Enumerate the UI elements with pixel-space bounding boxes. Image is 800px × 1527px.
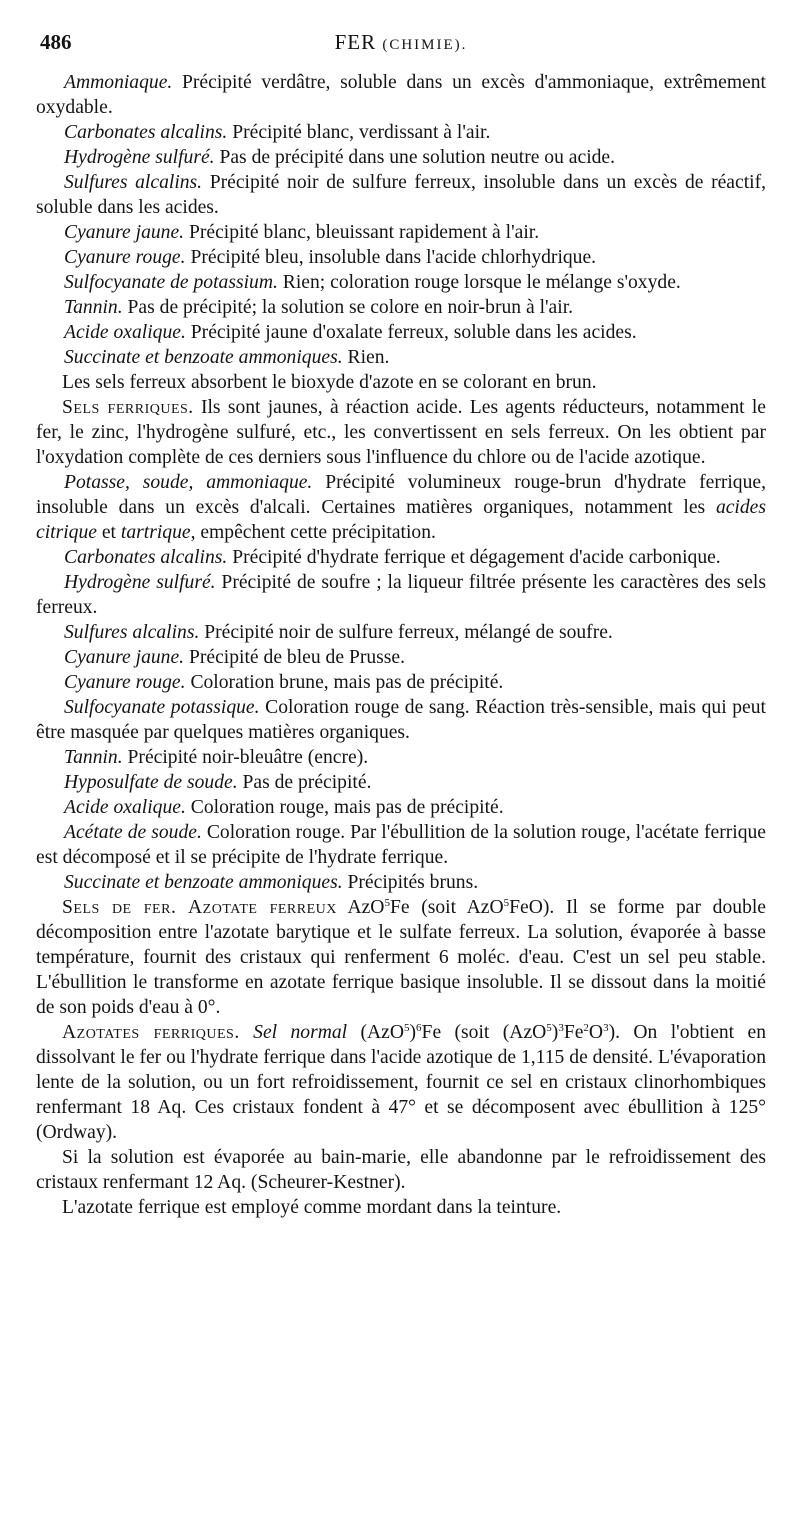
running-header bbox=[36, 30, 766, 70]
reagent-name: Cyanure rouge. bbox=[64, 247, 186, 268]
paragraph: Sulfures alcalins. Précipité noir de sulfure ferreux, insoluble dans un excès de réactif, soluble dans les acides. bbox=[36, 172, 767, 218]
reagent-name: Sulfocyanate potassique. bbox=[64, 697, 260, 718]
reagent-name: Cyanure jaune. bbox=[64, 647, 185, 668]
paragraph: Ammoniaque. Précipité verdâtre, soluble dans un excès d'ammoniaque, extrêmement oxydable. bbox=[36, 72, 766, 118]
paragraph: Si la solution est évaporée au bain-marie, elle abandonne par le refroidissement des cristaux renfermant 12 Aq. (Scheurer-Kestner). bbox=[36, 1147, 766, 1193]
paragraph: Cyanure jaune. Précipité blanc, bleuissant rapidement à l'air. bbox=[64, 222, 540, 243]
paragraph: Succinate et benzoate ammoniques. Précipités bruns. bbox=[64, 872, 479, 893]
reagent-name: Hydrogène sulfuré. bbox=[64, 572, 216, 593]
paragraph: Sels ferriques. Ils sont jaunes, à réaction acide. Les agents réducteurs, notamment le fer, le zinc, l'hydrogène sulfuré, etc., les convertissent en sels ferreux. On les obtient par l'oxydation complète de ces derniers sous l'influence du chlore ou de l'acide azotique. bbox=[36, 397, 766, 468]
reagent-name: Sulfocyanate de potassium. bbox=[64, 272, 278, 293]
reagent-name: Acétate de soude. bbox=[64, 822, 202, 843]
reagent-name: Hyposulfate de soude. bbox=[64, 772, 238, 793]
paragraph: Potasse, soude, ammoniaque. Précipité volumineux rouge-brun d'hydrate ferrique, insoluble dans un excès d'alcali. Certaines matières organiques, notamment les acides citrique et tartrique, empêchent cette précipitation. bbox=[36, 472, 766, 543]
paragraph: Cyanure rouge. Coloration brune, mais pas de précipité. bbox=[64, 672, 504, 693]
page bbox=[36, 30, 766, 1220]
reagent-name: Ammoniaque. bbox=[64, 72, 173, 93]
paragraph: Cyanure rouge. Précipité bleu, insoluble dans l'acide chlorhydrique. bbox=[64, 247, 597, 268]
paragraph: Sulfocyanate potassique. Coloration rouge de sang. Réaction très-sensible, mais qui peut être masquée par quelques matières organiques. bbox=[36, 697, 766, 743]
reagent-name: Acide oxalique. bbox=[64, 322, 186, 343]
reagent-name: Cyanure rouge. bbox=[64, 672, 186, 693]
section-heading: Sels de fer. bbox=[62, 897, 177, 918]
paragraph: Tannin. Pas de précipité; la solution se colore en noir-brun à l'air. bbox=[64, 297, 574, 318]
paragraph: Carbonates alcalins. Précipité d'hydrate ferrique et dégagement d'acide carbonique. bbox=[64, 547, 721, 568]
paragraph: Hydrogène sulfuré. Pas de précipité dans une solution neutre ou acide. bbox=[64, 147, 616, 168]
paragraph: Sulfures alcalins. Précipité noir de sulfure ferreux, mélangé de soufre. bbox=[64, 622, 613, 643]
section-heading: Azotates ferriques. bbox=[62, 1022, 240, 1043]
page-number: 486 bbox=[40, 30, 72, 54]
paragraph: Carbonates alcalins. Précipité blanc, verdissant à l'air. bbox=[64, 122, 491, 143]
subsection-heading: Azotate ferreux bbox=[188, 897, 337, 918]
paragraph: Cyanure jaune. Précipité de bleu de Prusse. bbox=[64, 647, 406, 668]
paragraph: Sulfocyanate de potassium. Rien; coloration rouge lorsque le mélange s'oxyde. bbox=[64, 272, 681, 293]
paragraph: Tannin. Précipité noir-bleuâtre (encre). bbox=[64, 747, 369, 768]
paragraph: Hyposulfate de soude. Pas de précipité. bbox=[64, 772, 372, 793]
reagent-name: Succinate et benzoate ammoniques. bbox=[64, 347, 343, 368]
reagent-name: Succinate et benzoate ammoniques. bbox=[64, 872, 343, 893]
section-heading: Sels ferriques. bbox=[62, 397, 194, 418]
reagent-name: Carbonates alcalins. bbox=[64, 122, 228, 143]
paragraph: Les sels ferreux absorbent le bioxyde d'azote en se colorant en brun. bbox=[62, 372, 597, 393]
paragraph: Succinate et benzoate ammoniques. Rien. bbox=[64, 347, 390, 368]
reagent-name: Tannin. bbox=[64, 297, 123, 318]
paragraph: Hydrogène sulfuré. Précipité de soufre ; la liqueur filtrée présente les caractères des sels ferreux. bbox=[36, 572, 766, 618]
paragraph: Acide oxalique. Précipité jaune d'oxalate ferreux, soluble dans les acides. bbox=[64, 322, 637, 343]
paragraph: Azotates ferriques. Sel normal $(AzO^5)^6Fe$ (soit $(AzO^5)^3Fe^2O^3$). On l'obtient en dissolvant le fer ou l'hydrate ferrique dans l'acide azotique de 1,115 de densité. L'évaporation lente de la solution, ou un fort refroidissement, fournit ce sel en cristaux clinorhombiques renfermant 18 Aq. Ces cristaux fondent à 47° et se décomposent avec ébullition à 125° (Ordway). bbox=[36, 1022, 767, 1143]
reagent-name: Tannin. bbox=[64, 747, 123, 768]
reagent-name: Potasse, soude, ammoniaque. bbox=[64, 472, 313, 493]
reagent-name: Carbonates alcalins. bbox=[64, 547, 228, 568]
reagent-name: Sulfures alcalins. bbox=[64, 172, 203, 193]
paragraph: L'azotate ferrique est employé comme mordant dans la teinture. bbox=[62, 1197, 562, 1218]
reagent-name: Cyanure jaune. bbox=[64, 222, 185, 243]
reagent-name: Acide oxalique. bbox=[64, 797, 186, 818]
reagent-name: Hydrogène sulfuré. bbox=[64, 147, 215, 168]
running-title-main: FER bbox=[334, 30, 377, 54]
running-title bbox=[36, 30, 766, 55]
running-title-sub: (CHIMIE). bbox=[382, 37, 468, 53]
paragraph: Acide oxalique. Coloration rouge, mais pas de précipité. bbox=[64, 797, 504, 818]
body-text bbox=[36, 70, 766, 1220]
paragraph: Sels de fer. Azotate ferreux AzO$^5$Fe (soit AzO$^5$FeO). Il se forme par double décomposition entre l'azotate barytique et le sulfate ferreux. La solution, évaporée à basse température, fournit des cristaux qui renferment 6 moléc. d'eau. C'est un sel peu stable. L'ébullition le transforme en azotate ferrique basique insoluble. Il se dissout dans la moitié de son poids d'eau à 0°. bbox=[36, 897, 767, 1018]
paragraph: Acétate de soude. Coloration rouge. Par l'ébullition de la solution rouge, l'acétate ferrique est décomposé et il se précipite de l'hydrate ferrique. bbox=[36, 822, 767, 868]
reagent-name: Sulfures alcalins. bbox=[64, 622, 200, 643]
